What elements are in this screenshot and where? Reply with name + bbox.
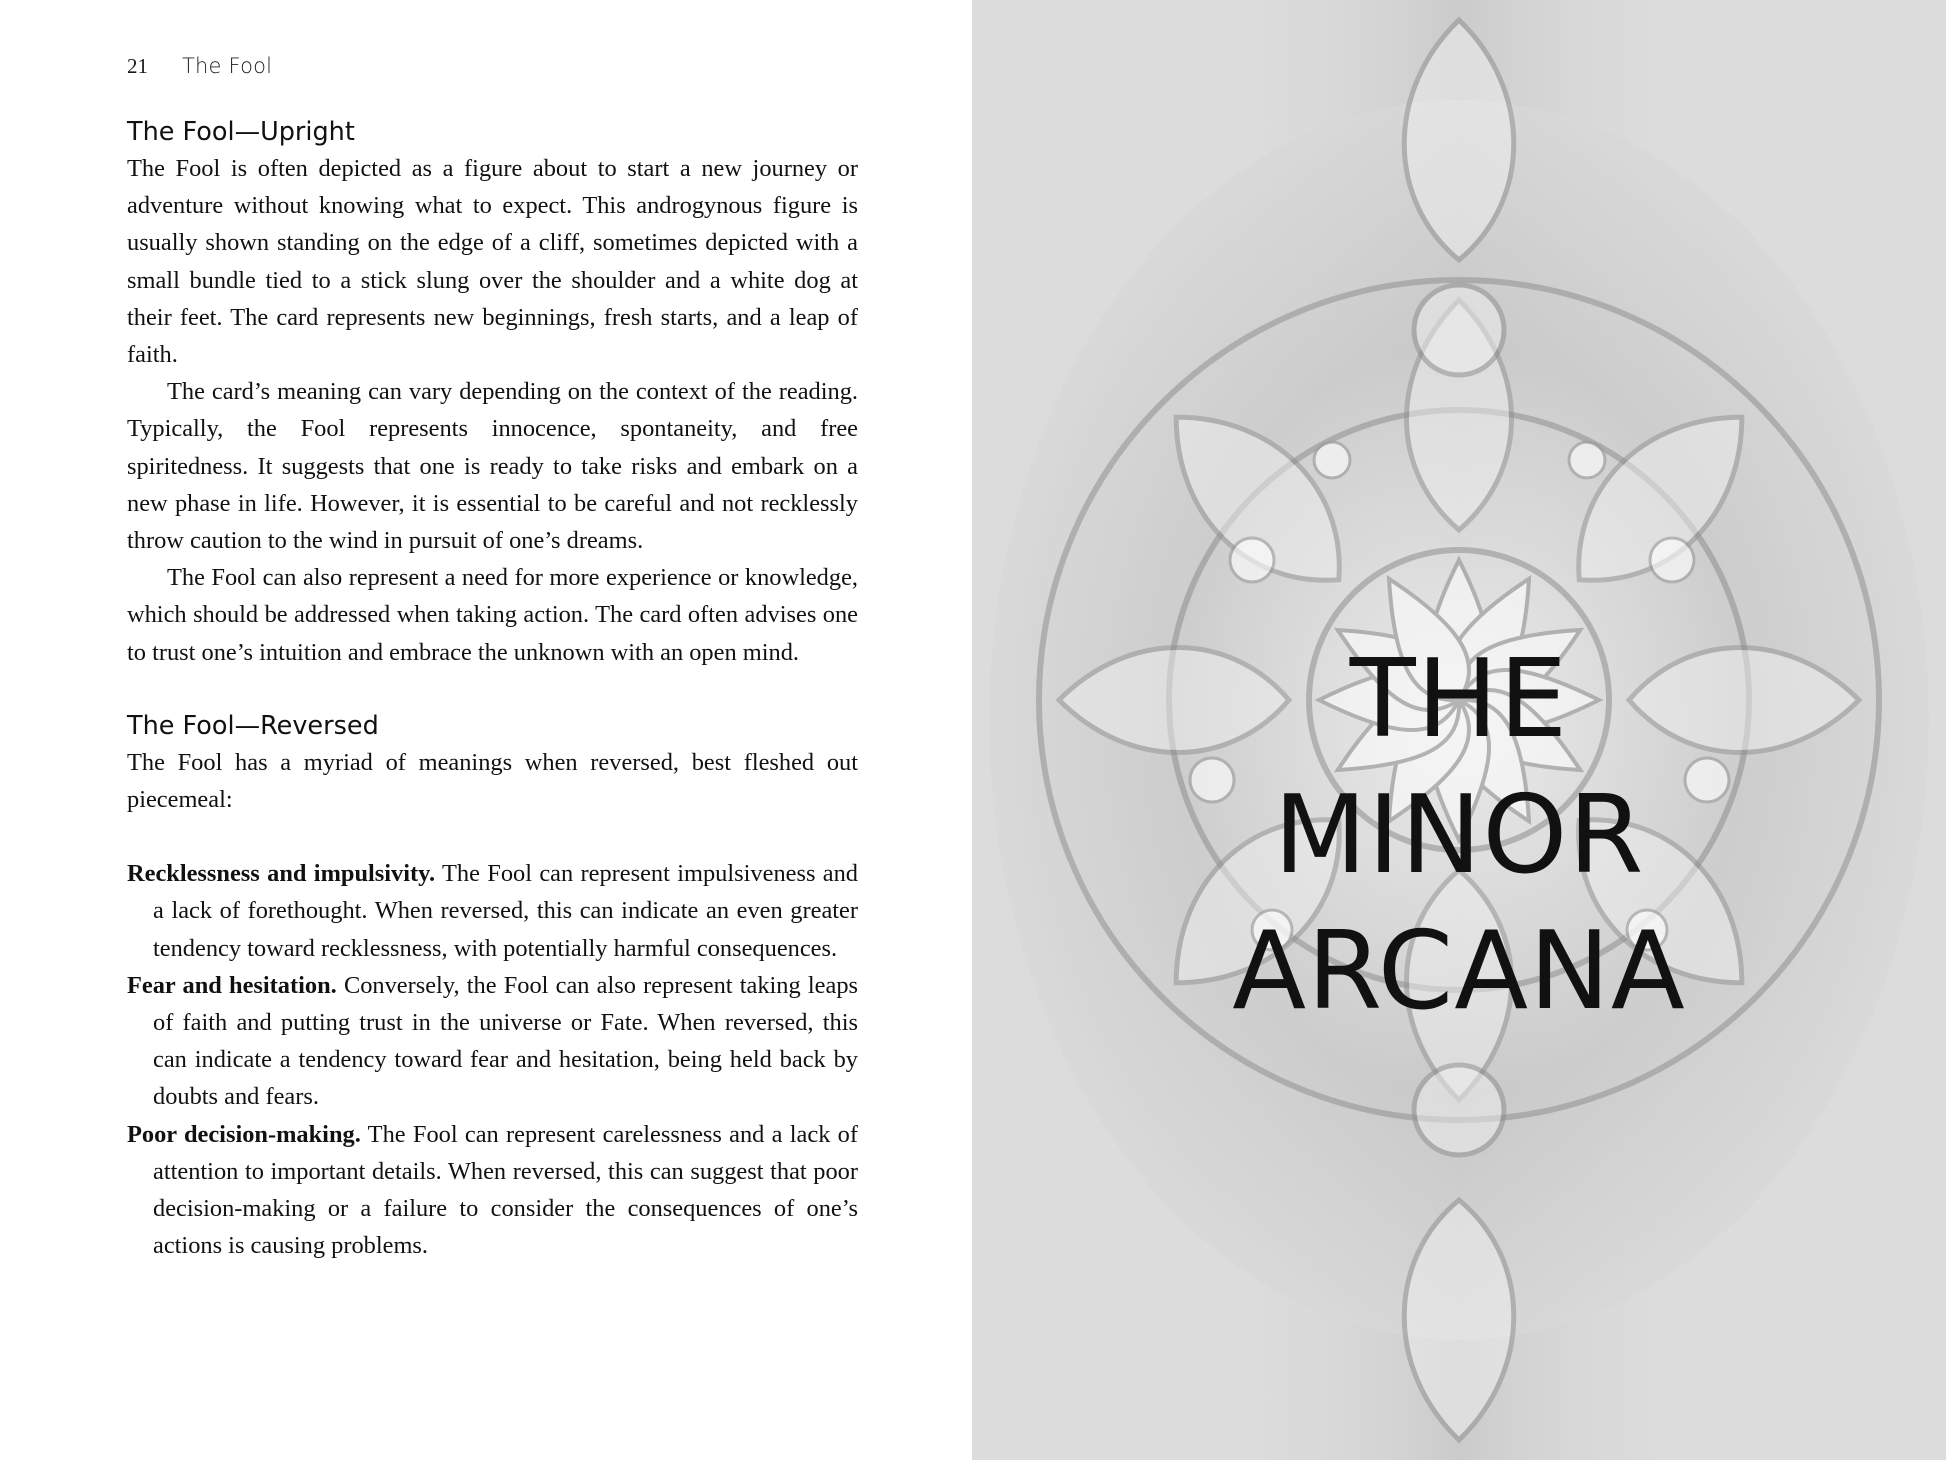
reversed-heading: The Fool—Reversed	[127, 710, 379, 741]
reversed-intro: The Fool has a myriad of meanings when reversed, best fleshed out piecemeal:	[127, 748, 858, 814]
list-item-text: The Fool can represent carelessness and a lack of attention to important details. When reversed, this can suggest that poor decision-making or a failure to consider the consequences of one’s actions is causing problems.	[153, 1120, 858, 1260]
list-item-term: Poor decision-making.	[127, 1120, 361, 1148]
upright-paragraph-3: The Fool can also represent a need for more experience or knowledge, which should be addressed when taking action. The card often advises one to trust one’s intuition and embrace the unknown with an open mind.	[127, 564, 858, 666]
list-item-term: Fear and hesitation.	[127, 971, 337, 999]
reversed-meanings-list	[127, 855, 858, 1264]
list-item	[127, 1116, 858, 1265]
list-item-term: Recklessness and impulsivity.	[127, 860, 436, 888]
list-item	[127, 967, 858, 1116]
running-title: The Fool	[182, 54, 273, 78]
list-item-text: Conversely, the Fool can also represent taking leaps of faith and putting trust in the universe or Fate. When reversed, this can indicate a tendency toward fear and hesitation, being held back by doubts and fears.	[153, 971, 858, 1111]
page-number: 21	[127, 54, 148, 78]
upright-heading: The Fool—Upright	[127, 117, 355, 147]
chapter-title-line-3: ARCANA	[1232, 909, 1686, 1034]
right-page	[972, 0, 1946, 1460]
chapter-title-line-1: THE	[1349, 637, 1569, 762]
list-item	[127, 855, 858, 967]
running-head	[127, 54, 272, 79]
chapter-title-line-2: MINOR	[1273, 773, 1645, 898]
chapter-title	[972, 632, 1946, 1040]
upright-paragraph-2: The card’s meaning can vary depending on the context of the reading. Typically, the Fool represents innocence, spontaneity, and free spiritedness. It suggests that one is ready to take risks and embark on a new phase in life. However, it is essential to be careful and not recklessly throw caution to the wind in pursuit of one’s dreams.	[127, 378, 858, 555]
body-text	[127, 114, 858, 1264]
upright-paragraph-1: The Fool is often depicted as a figure about to start a new journey or adventure without knowing what to expect. This androgynous figure is usually shown standing on the edge of a cliff, sometimes depicted with a small bundle tied to a stick slung over the shoulder and a white dog at their feet. The card represents new beginnings, fresh starts, and a leap of faith.	[127, 155, 858, 369]
list-item-text: The Fool can represent impulsiveness and a lack of forethought. When reversed, this can indicate an even greater tendency toward recklessness, with potentially harmful consequences.	[153, 860, 859, 962]
left-page	[0, 0, 972, 1460]
